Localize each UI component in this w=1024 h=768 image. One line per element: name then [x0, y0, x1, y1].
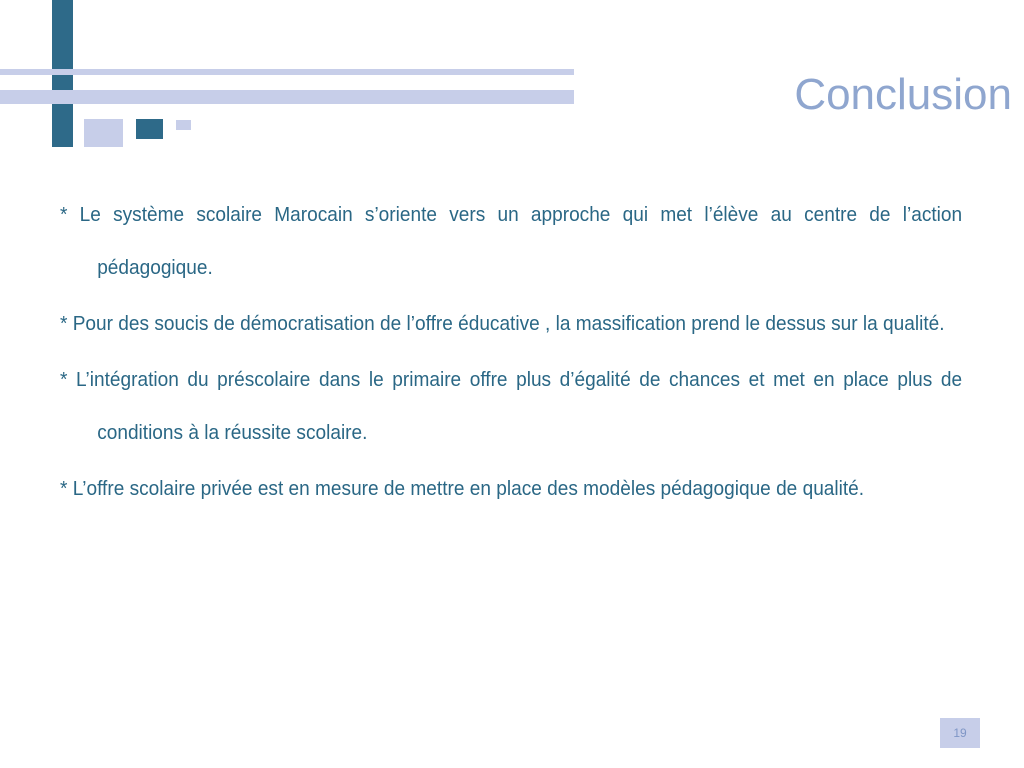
page-number: 19	[940, 718, 980, 748]
decorative-medium-square	[136, 119, 163, 139]
bullet-item: * L’intégration du préscolaire dans le primaire offre plus d’égalité de chances et met en place plus de conditions à la réussite scolaire.	[60, 368, 963, 444]
bullet-item: * Le système scolaire Marocain s’oriente vers un approche qui met l’élève au centre de l’action pédagogique.	[60, 203, 963, 279]
decorative-thick-horizontal-line	[0, 90, 574, 104]
decorative-large-square	[84, 119, 123, 147]
decorative-small-square	[176, 120, 191, 130]
bullet-list	[60, 188, 962, 518]
decorative-thin-horizontal-line	[0, 69, 574, 75]
bullet-item: * L’offre scolaire privée est en mesure de mettre en place des modèles pédagogique de qualité.	[60, 477, 865, 500]
bullet-item: * Pour des soucis de démocratisation de l’offre éducative , la massification prend le dessus sur la qualité.	[60, 312, 945, 335]
slide-title: Conclusion	[794, 70, 1012, 119]
